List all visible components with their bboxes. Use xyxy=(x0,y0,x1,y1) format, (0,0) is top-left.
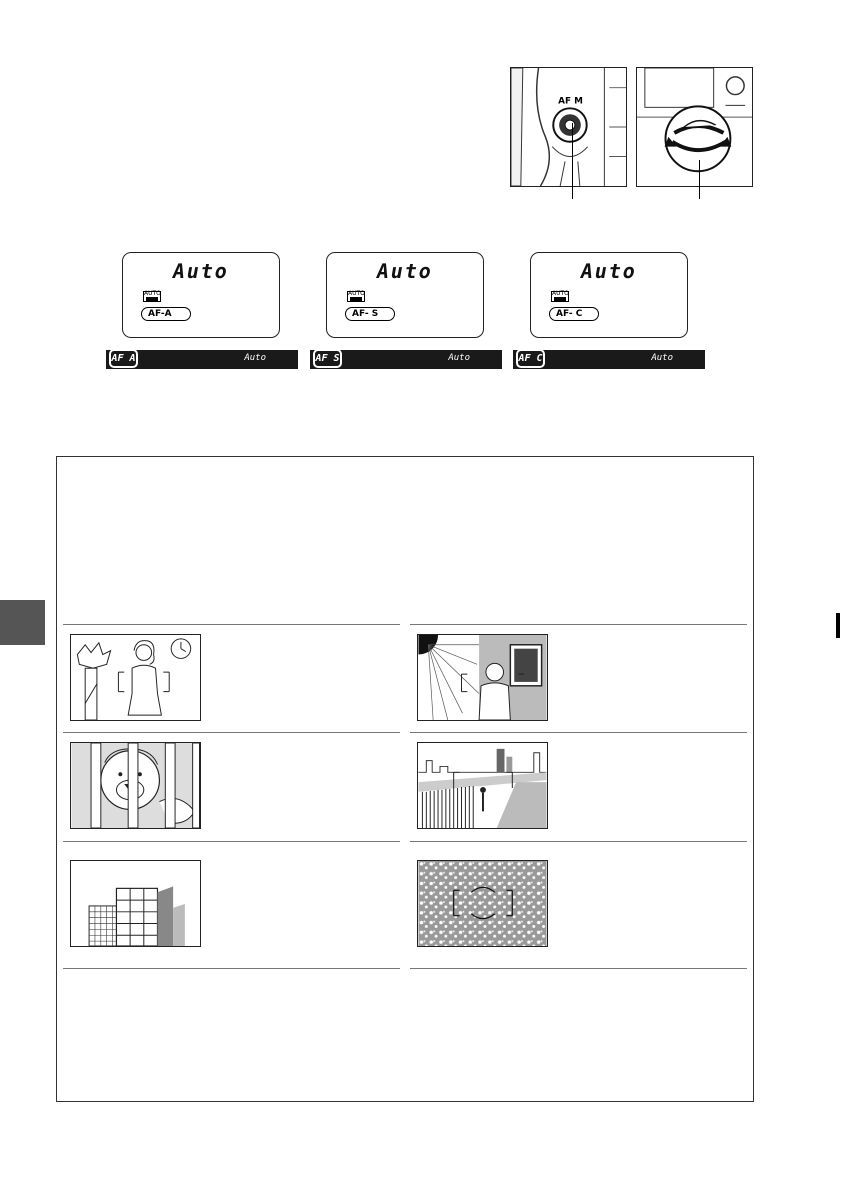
geometric-pattern-subject-illustration xyxy=(70,860,201,947)
lcd-auto-text: Auto xyxy=(578,259,640,283)
control-panel-display xyxy=(326,252,484,338)
bright-background-subject-illustration xyxy=(417,634,548,721)
lcd-auto-text: Auto xyxy=(170,259,232,283)
control-panel-display xyxy=(122,252,280,338)
viewfinder-display xyxy=(106,350,298,369)
sub-command-dial-photo xyxy=(636,67,753,187)
table-rule xyxy=(410,841,747,842)
af-mode-indicator: AF- C xyxy=(549,307,599,321)
auto-area-icon: AUTO xyxy=(551,291,569,302)
table-rule xyxy=(410,968,747,969)
auto-area-icon: AUTO xyxy=(347,291,365,302)
af-mode-indicator: AF-A xyxy=(141,307,191,321)
table-rule xyxy=(63,841,400,842)
low-contrast-subject-illustration xyxy=(70,634,201,721)
viewfinder-af-mode: AF C xyxy=(516,349,545,368)
viewfinder-af-mode: AF A xyxy=(109,349,138,368)
chapter-tab xyxy=(0,600,45,645)
callout-line xyxy=(572,123,573,199)
viewfinder-af-mode: AF S xyxy=(313,349,342,368)
table-rule xyxy=(63,732,400,733)
fine-detail-subject-illustration xyxy=(417,860,548,947)
distant-subject-near-objects-illustration xyxy=(417,742,548,829)
callout-line xyxy=(699,160,700,199)
table-rule xyxy=(410,732,747,733)
lcd-auto-text: Auto xyxy=(374,259,436,283)
table-rule xyxy=(63,968,400,969)
af-mode-indicator: AF- S xyxy=(345,307,395,321)
selector-label: AF M xyxy=(558,96,583,107)
viewfinder-display xyxy=(310,350,502,369)
focus-mode-selector-photo xyxy=(510,67,627,187)
auto-area-icon: AUTO xyxy=(143,291,161,302)
control-panel-display xyxy=(530,252,688,338)
viewfinder-auto-text: Auto xyxy=(244,353,266,363)
subject-behind-bars-illustration xyxy=(70,742,201,829)
table-rule xyxy=(63,624,400,625)
viewfinder-auto-text: Auto xyxy=(448,353,470,363)
viewfinder-display xyxy=(513,350,705,369)
table-rule xyxy=(410,624,747,625)
viewfinder-auto-text: Auto xyxy=(651,353,673,363)
page-edge-mark xyxy=(836,613,840,638)
